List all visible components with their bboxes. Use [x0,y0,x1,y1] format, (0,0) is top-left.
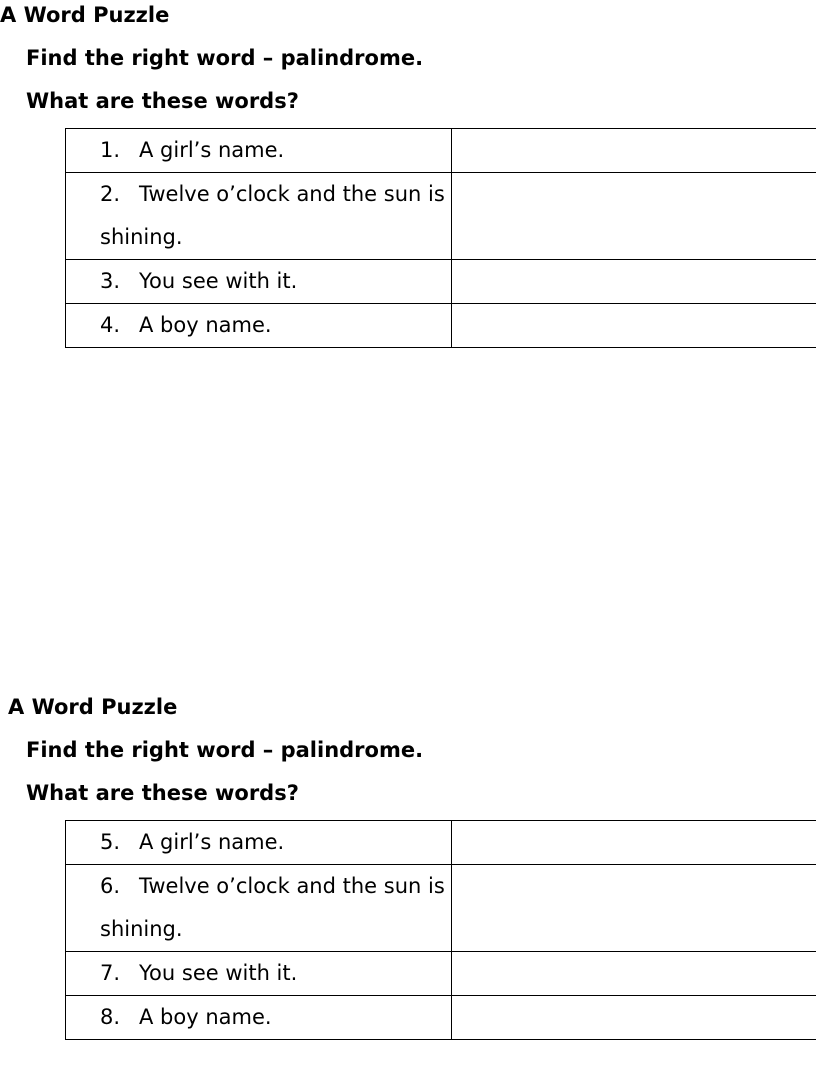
item-number: 6. [100,874,121,898]
item-number: 3. [100,269,121,293]
answer-cell[interactable] [452,821,816,865]
item-text: Twelve o’clock and the sun is shining. [100,874,445,941]
item-text: You see with it. [139,961,298,985]
item-text: A girl’s name. [139,138,285,162]
question-cell [66,173,452,260]
answer-cell[interactable] [452,952,816,996]
question-cell [66,129,452,173]
section-2-question: What are these words? [26,781,299,805]
table-row [66,304,816,348]
table-row [66,952,816,996]
answer-cell[interactable] [452,304,816,348]
item-text: Twelve o’clock and the sun is shining. [100,182,445,249]
answer-cell[interactable] [452,129,816,173]
section-1-question: What are these words? [26,89,299,113]
item-number: 5. [100,830,121,854]
section-2-title: A Word Puzzle [8,695,178,719]
section-1-table [65,128,816,348]
answer-cell[interactable] [452,173,816,260]
section-2-instruction: Find the right word – palindrome. [26,738,424,762]
question-cell [66,821,452,865]
item-number: 2. [100,182,121,206]
table-row [66,821,816,865]
answer-cell[interactable] [452,260,816,304]
section-1-title: A Word Puzzle [0,3,170,27]
question-cell [66,996,452,1040]
table-row [66,996,816,1040]
item-text: A girl’s name. [139,830,285,854]
question-cell [66,952,452,996]
question-cell [66,304,452,348]
section-1-instruction: Find the right word – palindrome. [26,46,424,70]
answer-cell[interactable] [452,996,816,1040]
question-cell [66,260,452,304]
item-number: 1. [100,138,121,162]
item-text: You see with it. [139,269,298,293]
item-text: A boy name. [139,313,272,337]
table-row [66,260,816,304]
table-row [66,129,816,173]
item-number: 7. [100,961,121,985]
table-row [66,865,816,952]
answer-cell[interactable] [452,865,816,952]
question-cell [66,865,452,952]
item-number: 4. [100,313,121,337]
table-row [66,173,816,260]
section-2-table [65,820,816,1040]
item-text: A boy name. [139,1005,272,1029]
item-number: 8. [100,1005,121,1029]
